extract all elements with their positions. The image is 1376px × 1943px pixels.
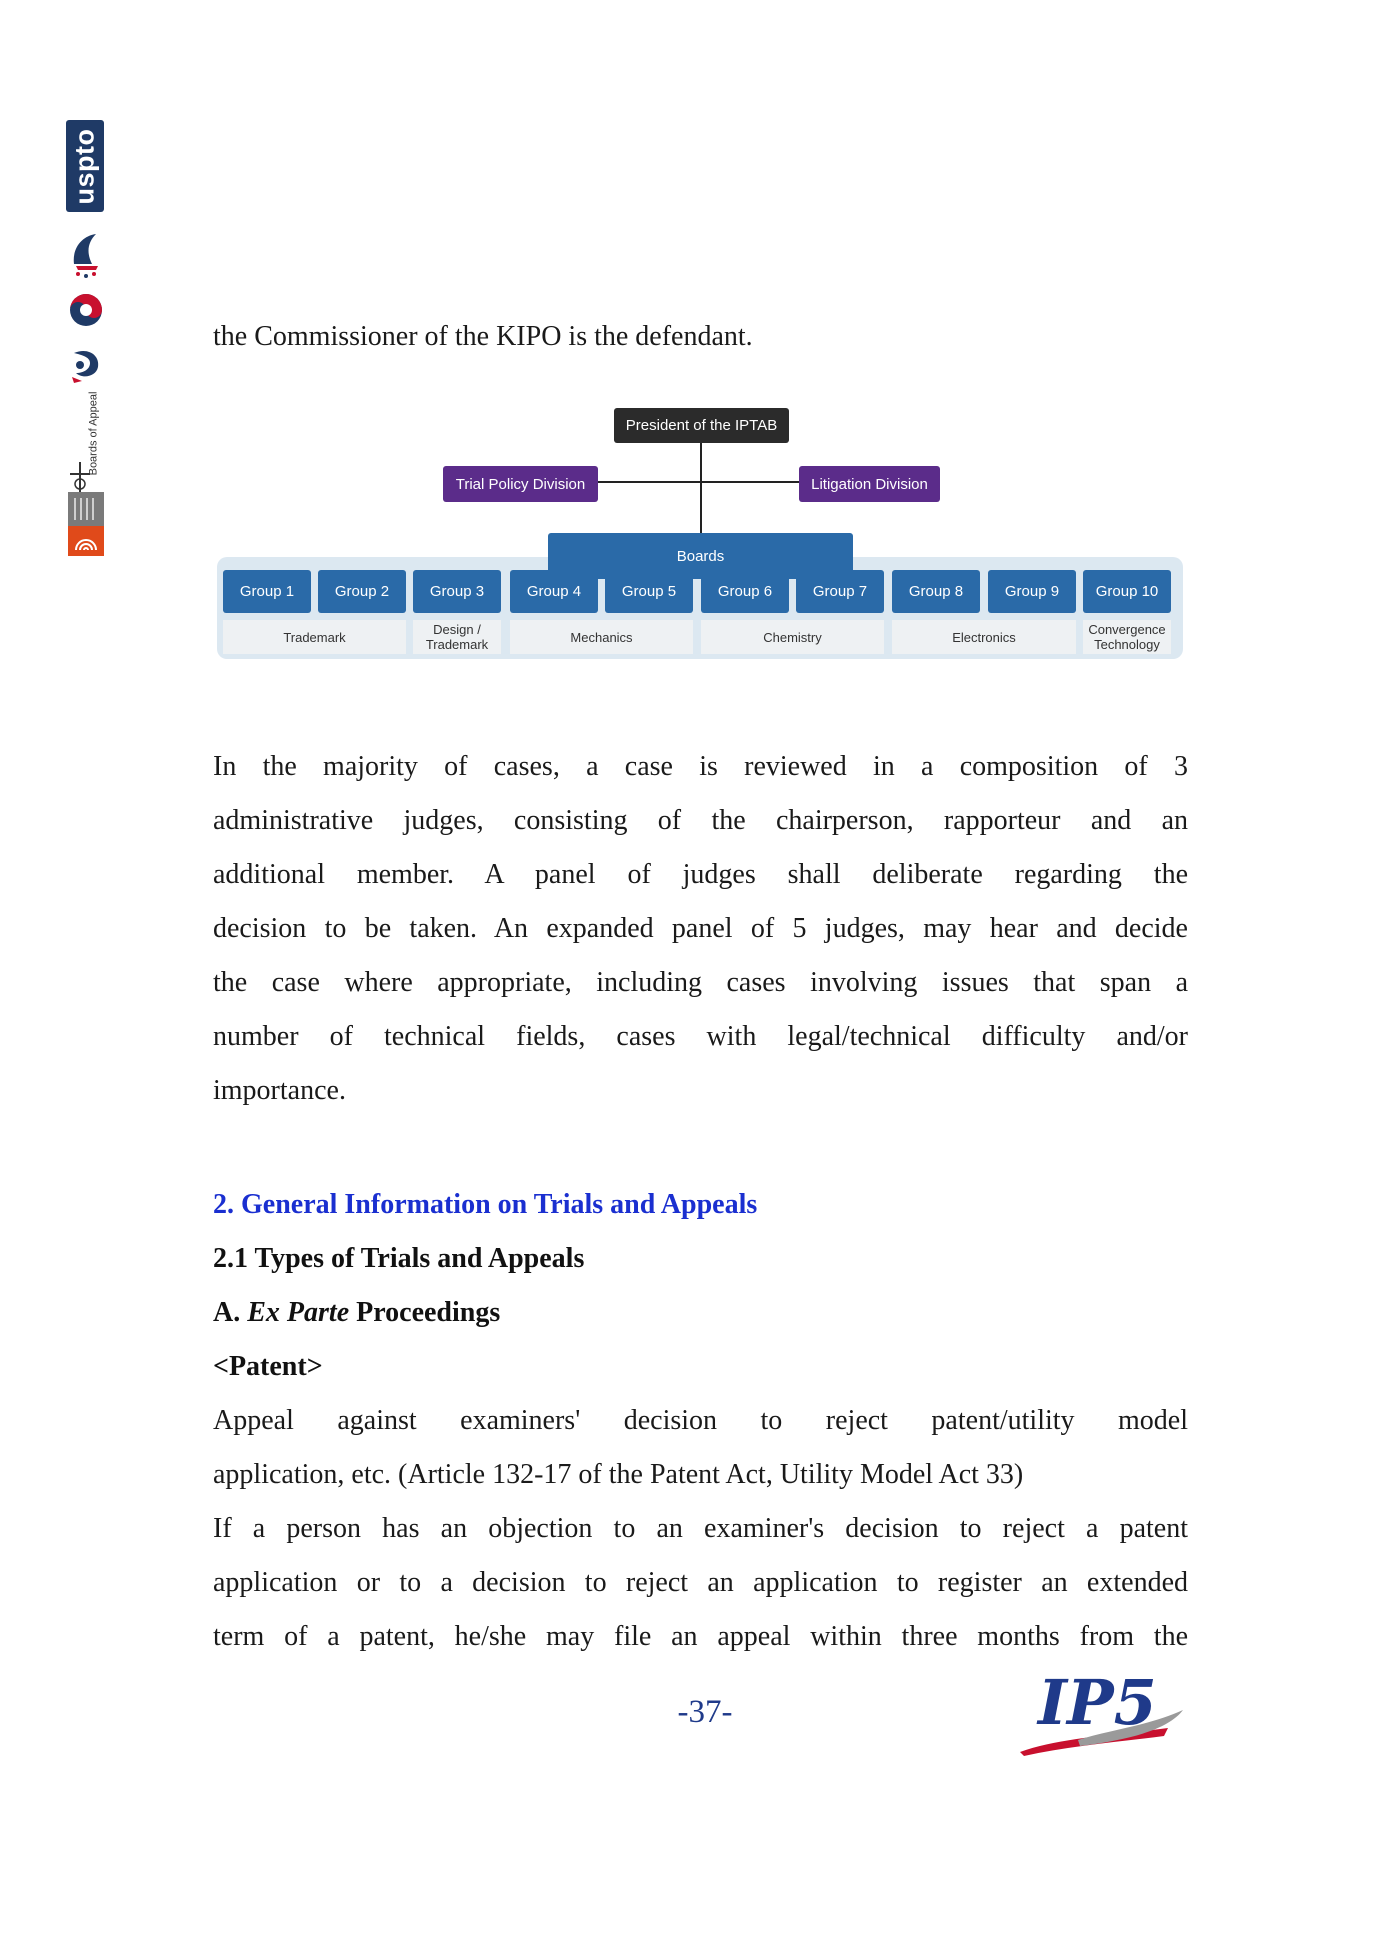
group-box: Group 7 [796, 570, 884, 613]
epo-logo [68, 492, 104, 556]
ip5-logo-text: IP5 [1038, 1666, 1157, 1739]
field-label: Mechanics [510, 620, 693, 654]
paragraph-line: application, etc. (Article 132-17 of the Patent Act, Utility Model Act 33) [213, 1459, 1024, 1490]
intro-line: the Commissioner of the KIPO is the defendant. [213, 321, 753, 352]
field-label: Trademark [223, 620, 406, 654]
boards-of-appeal-label: Boards of Appeal [87, 391, 100, 475]
trial-policy-division-box: Trial Policy Division [443, 466, 598, 502]
group-box: Group 4 [510, 570, 598, 613]
group-box: Group 5 [605, 570, 693, 613]
objection-paragraph [213, 1502, 1188, 1664]
group-box: Group 2 [318, 570, 406, 613]
litigation-division-box: Litigation Division [799, 466, 940, 502]
page-number: -37- [677, 1694, 733, 1730]
boards-of-appeal-label-wrap [80, 391, 108, 475]
kipo-logo [68, 292, 104, 328]
jpo-logo [68, 230, 104, 280]
ex-parte-heading [213, 1286, 1188, 1340]
ip5-logo [1018, 1660, 1188, 1760]
group-box: Group 6 [701, 570, 789, 613]
panel-composition-paragraph [213, 740, 1188, 1118]
ex-parte-suffix: Proceedings [349, 1297, 501, 1328]
paragraph-line: application or to a decision to reject an application to register an extended [213, 1567, 1188, 1598]
boards-box: Boards [548, 533, 853, 579]
paragraph-line: In the majority of cases, a case is reviewed in a composition of 3 [213, 751, 1188, 782]
appeal-article-paragraph [213, 1394, 1188, 1502]
ex-parte-italic: Ex Parte [247, 1297, 350, 1328]
patent-heading: <Patent> [213, 1351, 323, 1382]
paragraph-line: decision to be taken. An expanded panel of 5 judges, may hear and decide [213, 913, 1188, 944]
cnipa-logo [68, 345, 104, 385]
paragraph-line: administrative judges, consisting of the chairperson, rapporteur and an [213, 805, 1188, 836]
uspto-logo [66, 120, 104, 212]
group-box: Group 10 [1083, 570, 1171, 613]
iptab-org-chart [215, 405, 1185, 695]
group-box: Group 9 [988, 570, 1076, 613]
section-heading: 2. General Information on Trials and Appeals [213, 1189, 758, 1220]
paragraph-line: term of a patent, he/she may file an appeal within three months from the [213, 1621, 1188, 1652]
intro-text [213, 310, 1188, 364]
section-heading-block [213, 1178, 1188, 1394]
partner-logos-strip [66, 120, 106, 560]
field-label: Convergence Technology [1083, 620, 1171, 654]
paragraph-line: importance. [213, 1075, 346, 1106]
uspto-logo-text: uspto [69, 128, 100, 204]
paragraph-line: If a person has an objection to an examiner's decision to reject a patent [213, 1513, 1188, 1544]
group-box: Group 1 [223, 570, 311, 613]
group-box: Group 8 [892, 570, 980, 613]
field-label: Chemistry [701, 620, 884, 654]
paragraph-line: Appeal against examiners' decision to reject patent/utility model [213, 1405, 1188, 1436]
connector-horizontal [595, 481, 805, 483]
boards-of-appeal-logo [68, 391, 104, 494]
field-label: Electronics [892, 620, 1076, 654]
paragraph-line: additional member. A panel of judges shall deliberate regarding the [213, 859, 1188, 890]
president-box: President of the IPTAB [614, 408, 789, 443]
paragraph-line: number of technical fields, cases with legal/technical difficulty and/or [213, 1021, 1188, 1052]
ex-parte-prefix: A. [213, 1297, 248, 1328]
paragraph-line: the case where appropriate, including cases involving issues that span a [213, 967, 1188, 998]
group-box: Group 3 [413, 570, 501, 613]
field-label: Design / Trademark [413, 620, 501, 654]
subsection-heading: 2.1 Types of Trials and Appeals [213, 1243, 585, 1274]
